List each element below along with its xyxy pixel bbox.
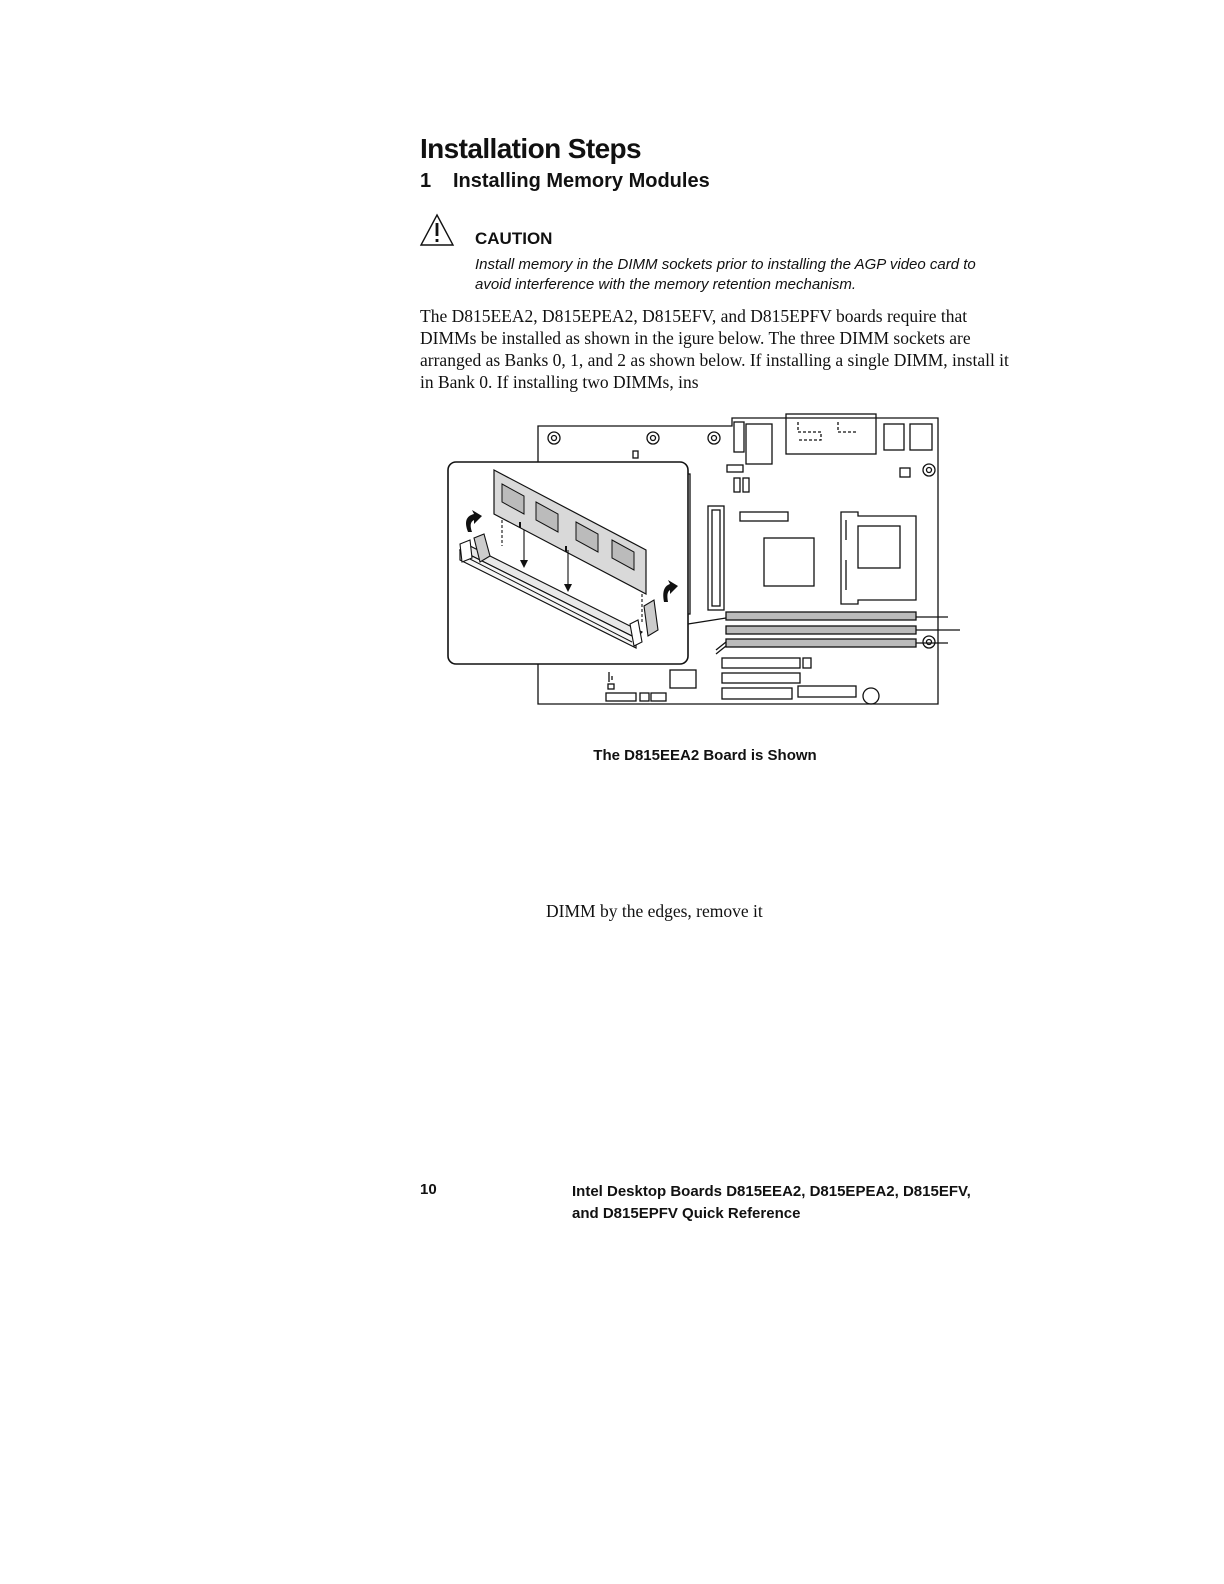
section-title: Installing Memory Modules	[453, 170, 710, 192]
page-number: 10	[420, 1181, 437, 1198]
page-title: Installation Steps	[420, 133, 642, 164]
caution-label: CAUTION	[475, 229, 553, 248]
dimm-socket-bank-2	[726, 639, 916, 647]
caution-text: Install memory in the DIMM sockets prior to installing the AGP video card to avoid interference with the memory retention mechanism.	[475, 256, 976, 293]
footer-title	[572, 1181, 1012, 1225]
dimm-inset	[448, 462, 688, 664]
section-number: 1	[420, 170, 432, 192]
caution-icon	[419, 213, 455, 247]
section-heading	[420, 168, 710, 194]
footer-title-line-2: and D815EPFV Quick Reference	[572, 1205, 801, 1222]
figure-caption: The D815EEA2 Board is Shown	[593, 747, 817, 764]
dimm-socket-bank-0	[726, 612, 916, 620]
dimm-socket-bank-1	[726, 626, 916, 634]
footer-title-line-1: Intel Desktop Boards D815EEA2, D815EPEA2, D815EFV,	[572, 1183, 971, 1200]
dimm-installation-figure	[446, 410, 966, 710]
text-fragment: DIMM by the edges, remove it	[546, 901, 763, 921]
body-paragraph: The D815EEA2, D815EPEA2, D815EFV, and D815EPFV boards require that DIMMs be installed as shown in the igure below. The three DIMM sockets are arranged as Banks 0, 1, and 2 as shown below. If installing a single DIMM, install it in Bank 0. If installing two DIMMs, ins	[420, 306, 1009, 392]
